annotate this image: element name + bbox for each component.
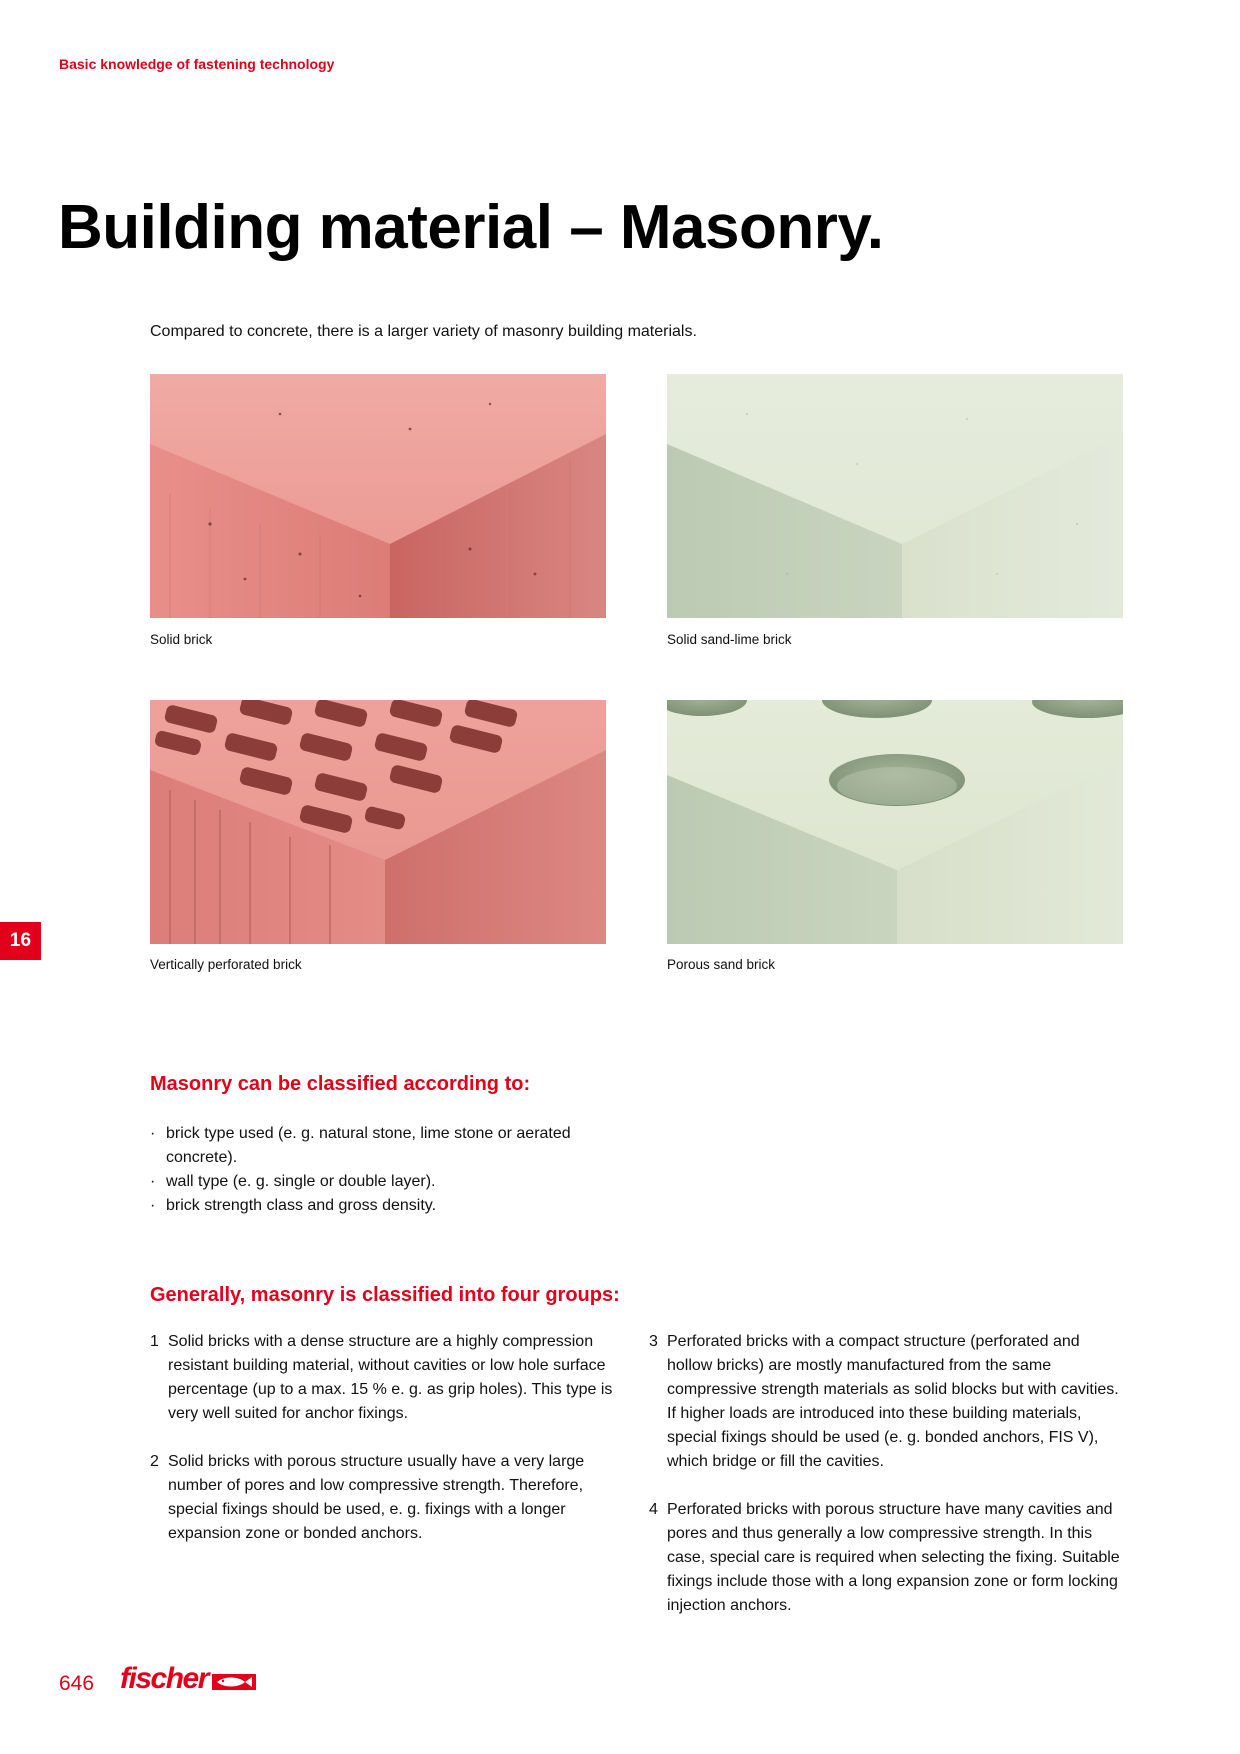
figure-caption: Vertically perforated brick: [150, 957, 302, 972]
figure-caption: Porous sand brick: [667, 957, 776, 972]
figure-caption: Solid brick: [150, 632, 213, 647]
figure-caption: Solid sand-lime brick: [667, 632, 792, 647]
fischer-logo: [120, 1662, 256, 1696]
groups-list-right: [649, 1330, 1129, 1642]
list-item: [649, 1498, 1129, 1618]
item-number: 1: [150, 1333, 159, 1350]
list-item: [150, 1330, 628, 1426]
list-item: [150, 1450, 628, 1546]
sand-lime-brick-photo: [667, 374, 1123, 618]
item-number: 2: [150, 1453, 159, 1470]
chapter-tab: 16: [0, 922, 41, 960]
item-number: 4: [649, 1501, 658, 1518]
classification-heading: Masonry can be classified according to:: [150, 1073, 531, 1095]
intro-text: Compared to concrete, there is a larger variety of masonry building materials.: [150, 323, 697, 340]
item-text: Perforated bricks with porous structure have many cavities and pores and thus generally a low compressive strength. In this case, special care is required when selecting the fixing. Suitable fixings include those with a long expansion zone or form locking injection anchors.: [667, 1501, 1120, 1614]
item-text: Solid bricks with a dense structure are a highly compression resistant building material, without cavities or low hole surface percentage (up to a max. 15 % e. g. as grip holes). This type is very well suited for anchor fixings.: [168, 1333, 613, 1422]
page-number: 646: [59, 1672, 95, 1695]
porous-sand-brick-photo: [667, 700, 1123, 944]
groups-list-left: [150, 1330, 628, 1570]
fish-logo-icon: [212, 1672, 256, 1692]
list-item: · brick type used (e. g. natural stone, lime stone or aerated concrete).: [150, 1122, 600, 1170]
running-header: Basic knowledge of fastening technology: [59, 56, 335, 72]
list-item: · wall type (e. g. single or double layer).: [150, 1170, 600, 1194]
item-text: Perforated bricks with a compact structure (perforated and hollow bricks) are mostly manufactured from the same compressive strength materials as solid blocks but with cavities. If higher loads are introduced into these building materials, special fixings should be used (e. g. bonded anchors, FIS V), which bridge or fill the cavities.: [667, 1333, 1119, 1470]
brand-wordmark: fischer: [120, 1662, 208, 1695]
classification-list: [150, 1122, 600, 1218]
list-item: [649, 1330, 1129, 1474]
list-item: · brick strength class and gross density.: [150, 1194, 600, 1218]
page-title: Building material – Masonry.: [58, 193, 884, 262]
solid-brick-photo: [150, 374, 606, 618]
groups-heading: Generally, masonry is classified into four groups:: [150, 1284, 620, 1306]
item-number: 3: [649, 1333, 658, 1350]
perforated-brick-photo: [150, 700, 606, 944]
item-text: Solid bricks with porous structure usually have a very large number of pores and low compressive strength. Therefore, special fixings should be used, e. g. fixings with a longer expansion zone or bonded anchors.: [168, 1453, 585, 1542]
